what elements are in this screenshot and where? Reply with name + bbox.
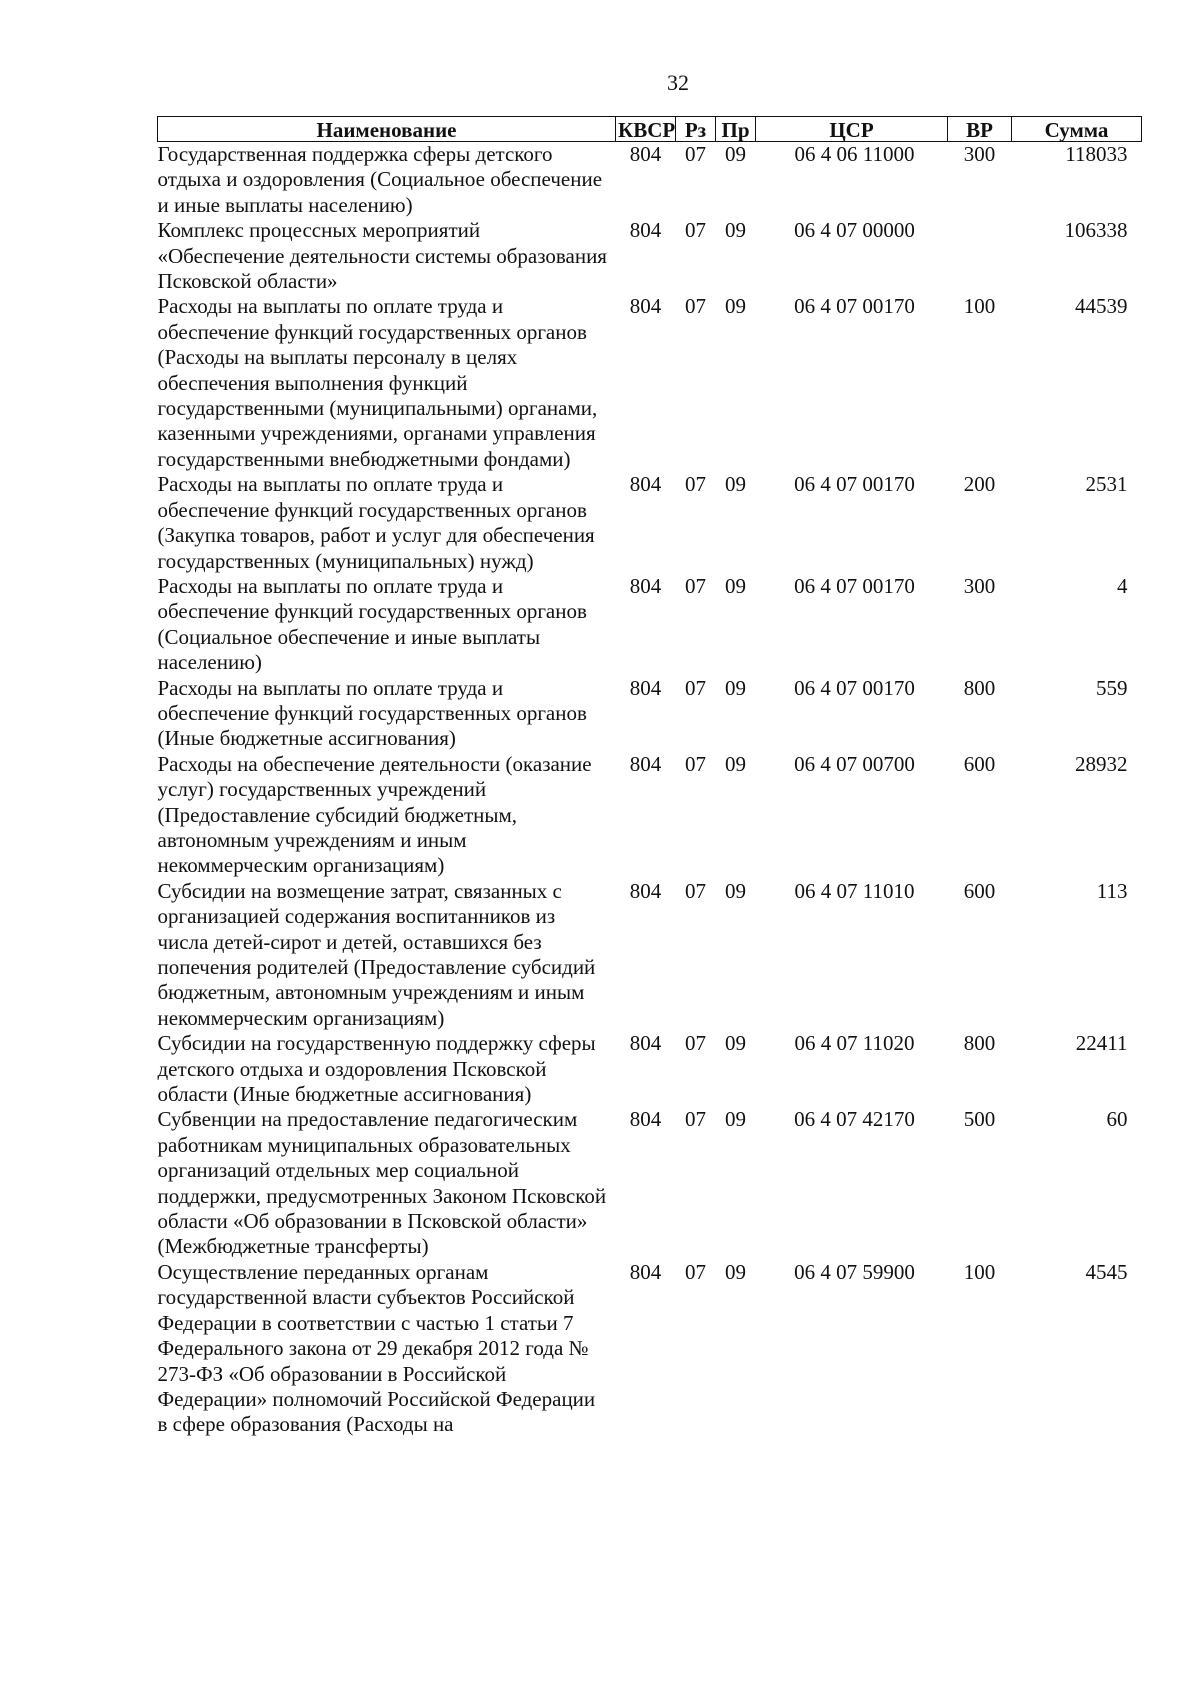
cell-kvsr: 804 (629, 675, 662, 700)
cell-rz: 07 (685, 1259, 706, 1284)
cell-kvsr: 804 (629, 1031, 662, 1056)
header-kvsr: КВСР (616, 117, 676, 142)
cell-name: Субвенции на предоставление педагогическим работникам муниципальных образовательных организаций отдельных мер социальной поддержки, предусмотренных Законом Псковской области «Об образовании в Псковской области» (Межбюджетные трансферты) (157, 1107, 607, 1259)
cell-kvsr: 804 (629, 573, 662, 598)
page-number: 32 (667, 70, 689, 95)
cell-sum: 4 (1117, 573, 1128, 598)
cell-name: Государственная поддержка сферы детского отдыха и оздоровления (Социальное обеспечение и иные выплаты населению) (157, 142, 603, 217)
cell-vr: 300 (963, 573, 996, 598)
cell-pr: 09 (725, 573, 746, 598)
table-row (158, 574, 1142, 676)
cell-pr: 09 (725, 1259, 746, 1284)
cell-rz: 07 (685, 878, 706, 903)
cell-pr: 09 (725, 142, 746, 166)
cell-pr: 09 (725, 751, 746, 776)
cell-kvsr: 804 (629, 142, 662, 166)
cell-sum: 28932 (1075, 751, 1128, 776)
cell-csr: 06 4 07 11010 (794, 878, 915, 903)
cell-kvsr: 804 (629, 878, 662, 903)
cell-rz: 07 (685, 472, 706, 497)
table-row (158, 142, 1142, 219)
cell-rz: 07 (685, 751, 706, 776)
cell-vr: 600 (963, 878, 996, 903)
cell-vr: 800 (963, 675, 996, 700)
cell-csr: 06 4 07 59900 (794, 1259, 915, 1284)
cell-pr: 09 (725, 1031, 746, 1056)
cell-pr: 09 (725, 675, 746, 700)
cell-sum: 559 (1096, 675, 1128, 700)
table-row (158, 218, 1142, 294)
cell-sum: 60 (1106, 1107, 1128, 1132)
cell-kvsr: 804 (629, 218, 662, 243)
header-csr: ЦСР (756, 117, 948, 142)
cell-sum: 2531 (1085, 472, 1128, 497)
cell-csr: 06 4 06 11000 (794, 142, 915, 166)
cell-sum: 113 (1096, 878, 1128, 903)
cell-csr: 06 4 07 00170 (794, 675, 915, 700)
cell-name: Расходы на обеспечение деятельности (оказание услуг) государственных учреждений (Предоставление субсидий бюджетным, автономным учреждениям и иным некоммерческим организациям) (157, 751, 592, 878)
cell-kvsr: 804 (629, 1259, 662, 1284)
cell-csr: 06 4 07 00000 (794, 218, 915, 243)
cell-kvsr: 804 (629, 751, 662, 776)
cell-name: Расходы на выплаты по оплате труда и обеспечение функций государственных органов (Иные бюджетные ассигнования) (157, 675, 587, 751)
table-row (158, 676, 1142, 752)
header-rz: Рз (676, 117, 716, 142)
cell-kvsr: 804 (629, 1107, 662, 1132)
cell-vr: 100 (963, 1259, 996, 1284)
header-sum: Сумма (1012, 117, 1142, 142)
cell-csr: 06 4 07 00700 (794, 751, 915, 776)
cell-name: Расходы на выплаты по оплате труда и обеспечение функций государственных органов (Закупка товаров, работ и услуг для обеспечения государственных (муниципальных) нужд) (157, 472, 595, 573)
cell-sum: 106338 (1064, 218, 1128, 243)
budget-table-container (157, 116, 1141, 1438)
table-header (158, 117, 1142, 142)
table-row (158, 752, 1142, 879)
cell-name: Комплекс процессных мероприятий «Обеспечение деятельности системы образования Псковской области» (157, 218, 607, 294)
cell-name: Расходы на выплаты по оплате труда и обеспечение функций государственных органов (Расходы на выплаты персоналу в целях обеспечения выполнения функций государственными (муниципальными) органами, казенными учреждениями, органами управления государственными внебюджетными фондами) (157, 294, 598, 471)
table-row (158, 879, 1142, 1031)
cell-vr: 300 (963, 142, 996, 166)
cell-name: Субсидии на возмещение затрат, связанных с организацией содержания воспитанников из числа детей-сирот и детей, оставшихся без попечения родителей (Предоставление субсидий бюджетным, автономным учреждениям и иным некоммерческим организациям) (157, 878, 596, 1030)
cell-pr: 09 (725, 472, 746, 497)
cell-kvsr: 804 (629, 294, 662, 319)
cell-vr: 200 (963, 472, 996, 497)
cell-csr: 06 4 07 00170 (794, 573, 915, 598)
cell-rz: 07 (685, 1107, 706, 1132)
cell-vr: 600 (963, 751, 996, 776)
cell-rz: 07 (685, 1031, 706, 1056)
cell-rz: 07 (685, 142, 706, 166)
cell-name: Расходы на выплаты по оплате труда и обеспечение функций государственных органов (Социальное обеспечение и иные выплаты населению) (157, 573, 587, 675)
cell-vr: 800 (963, 1031, 996, 1056)
cell-vr: 100 (963, 294, 996, 319)
cell-rz: 07 (685, 294, 706, 319)
table-row (158, 294, 1142, 472)
header-pr: Пр (716, 117, 756, 142)
cell-vr: 500 (963, 1107, 996, 1132)
header-row (158, 117, 1142, 142)
cell-sum: 22411 (1075, 1031, 1128, 1056)
cell-name: Осуществление переданных органам государственной власти субъектов Российской Федерации в соответствии с частью 1 статьи 7 Федерального закона от 29 декабря 2012 года № 273-ФЗ «Об образовании в Российской Федерации» полномочий Российской Федерации в сфере образования (Расходы на (157, 1259, 596, 1437)
cell-kvsr: 804 (629, 472, 662, 497)
cell-rz: 07 (685, 573, 706, 598)
cell-pr: 09 (725, 294, 746, 319)
cell-sum: 4545 (1085, 1259, 1128, 1284)
cell-csr: 06 4 07 00170 (794, 294, 915, 319)
table-body (158, 142, 1142, 1438)
header-vr: ВР (948, 117, 1012, 142)
table-row (158, 1107, 1142, 1259)
table-row (158, 1031, 1142, 1107)
budget-table (157, 116, 1142, 1438)
table-row (158, 1260, 1142, 1438)
cell-pr: 09 (725, 218, 746, 243)
cell-sum: 118033 (1065, 142, 1128, 166)
header-name: Наименование (158, 117, 616, 142)
cell-csr: 06 4 07 00170 (794, 472, 915, 497)
cell-name: Субсидии на государственную поддержку сферы детского отдыха и оздоровления Псковской области (Иные бюджетные ассигнования) (157, 1031, 596, 1107)
cell-pr: 09 (725, 878, 746, 903)
cell-csr: 06 4 07 11020 (794, 1031, 915, 1056)
table-row (158, 472, 1142, 574)
cell-pr: 09 (725, 1107, 746, 1132)
cell-rz: 07 (685, 218, 706, 243)
cell-csr: 06 4 07 42170 (794, 1107, 915, 1132)
cell-sum: 44539 (1075, 294, 1128, 319)
cell-rz: 07 (685, 675, 706, 700)
cell-vr (948, 218, 1012, 294)
